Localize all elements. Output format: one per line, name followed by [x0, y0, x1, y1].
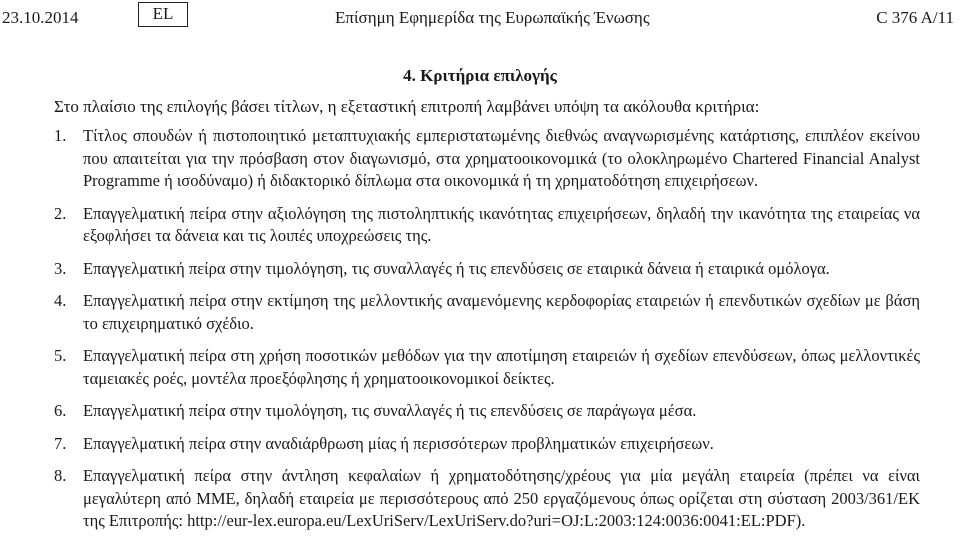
language-box: EL: [138, 2, 188, 27]
criteria-list: [54, 125, 920, 543]
journal-reference: C 376 A/11: [876, 8, 954, 27]
criterion-text: Επαγγελματική πείρα στην εκτίμηση της μελλοντικής αναμενόμενης κερδοφορίας εταιρειών ή επενδυτικών σχεδίων με βάση το επιχειρηματικό σχέδιο.: [83, 291, 920, 333]
criterion-2: [54, 203, 920, 248]
publication-date: 23.10.2014: [2, 8, 79, 27]
criterion-text: Επαγγελματική πείρα στην τιμολόγηση, τις συναλλαγές ή τις επενδύσεις σε εταιρικά δάνεια ή εταιρικά ομόλογα.: [83, 258, 830, 278]
criterion-text: Επαγγελματική πείρα στη χρήση ποσοτικών μεθόδων για την αποτίμηση εταιρειών ή σχεδίων επενδύσεων, όπως μελλοντικές ταμειακές ροές, μοντέλα προεξόφλησης ή χρηματοοικονομικοί δείκτες.: [83, 346, 920, 388]
criterion-number: 2.: [54, 203, 67, 223]
criterion-number: 7.: [54, 433, 67, 453]
criterion-text: Τίτλος σπουδών ή πιστοποιητικό μεταπτυχιακής εμπεριστατωμένης διεθνώς αναγνωρισμένης κατάρτισης, επιπλέον εκείνου που απαιτείται για την πρόσβαση στον διαγωνισμό, στα χρηματοοικονομικά (το ολοκληρωμένο Chartered Financial Analyst Programme ή ισοδύναμο) ή διδακτορικό δίπλωμα στα οικονομικά ή τη χρηματοδότηση επιχειρήσεων.: [83, 126, 920, 190]
section-title: 4. Κριτήρια επιλογής: [403, 66, 557, 85]
criterion-4: [54, 290, 920, 335]
criterion-number: 1.: [54, 126, 67, 145]
criterion-text: Επαγγελματική πείρα στην τιμολόγηση, τις συναλλαγές ή τις επενδύσεις σε παράγωγα μέσα.: [83, 401, 697, 420]
journal-title: Επίσημη Εφημερίδα της Ευρωπαϊκής Ένωσης: [335, 8, 650, 27]
criterion-text: Επαγγελματική πείρα στην αξιολόγηση της πιστοληπτικής ικανότητας επιχειρήσεων, δηλαδή την ικανότητα της εταιρείας να εξοφλήσει τα δάνεια και τις λοιπές υποχρεώσεις της.: [83, 203, 920, 245]
section-intro: Στο πλαίσιο της επιλογής βάσει τίτλων, η εξεταστική επιτροπή λαμβάνει υπόψη τα ακόλουθα κριτήρια:: [54, 97, 760, 116]
criterion-6: [54, 400, 920, 423]
criterion-8: [54, 465, 920, 533]
criterion-7: [54, 433, 920, 456]
criterion-number: 5.: [54, 346, 67, 365]
criterion-5: [54, 345, 920, 390]
criterion-3: [54, 258, 920, 281]
criterion-number: 6.: [54, 401, 67, 420]
criterion-text: Επαγγελματική πείρα στην αναδιάρθρωση μίας ή περισσότερων προβληματικών επιχειρήσεων.: [83, 433, 714, 453]
criterion-number: 3.: [54, 258, 67, 278]
criterion-number: 8.: [54, 466, 67, 485]
criterion-text: Επαγγελματική πείρα στην άντληση κεφαλαίων ή χρηματοδότησης/χρέους για μία μεγάλη εταιρεία (πρέπει να είναι μεγαλύτερη από ΜΜΕ, δηλαδή εταιρεία με περισσότερους από 250 εργαζόμενους όπως ορίζεται στη σύσταση 2003/361/ΕΚ της Επιτροπής: http://eur-lex.europa.eu/LexUriServ/LexUriServ.do?uri=OJ:L:2003:124:0036:0041:EL:PDF).: [83, 466, 920, 530]
criterion-number: 4.: [54, 291, 67, 310]
page-header: [0, 0, 960, 34]
criterion-1: [54, 125, 920, 193]
